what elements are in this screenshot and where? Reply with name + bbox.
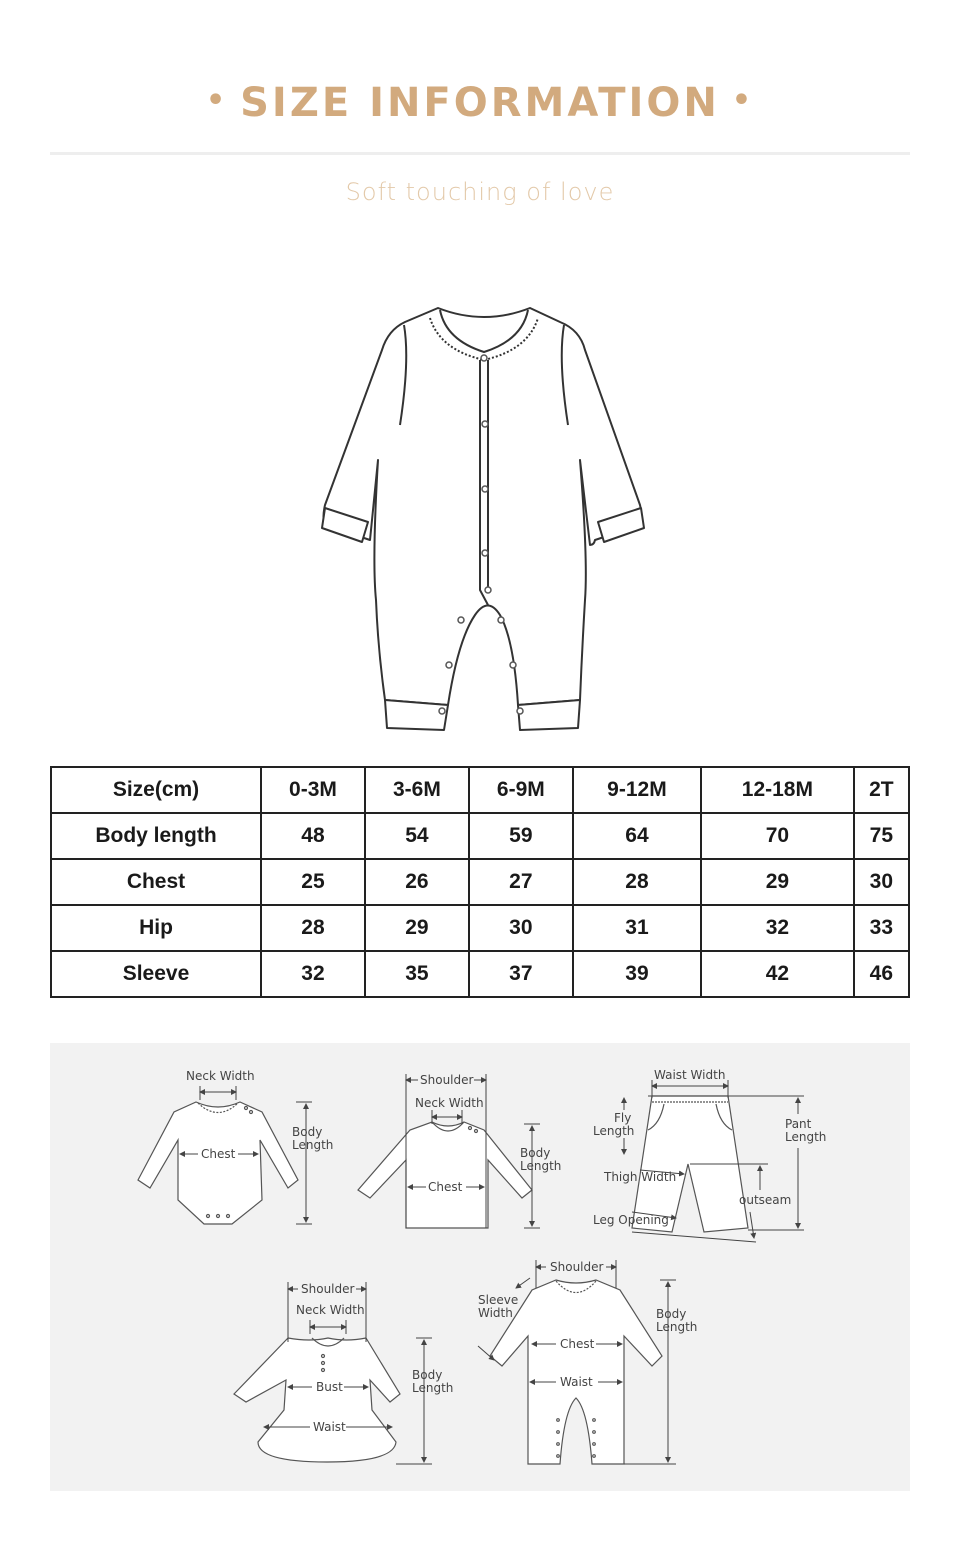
jumpsuit-shoulder-label: Shoulder xyxy=(550,1260,604,1274)
header-cell: 0-3M xyxy=(261,767,365,813)
table-header-row xyxy=(51,767,909,813)
shirt-neck-width-label: Neck Width xyxy=(415,1096,484,1110)
pants-waist-width-label: Waist Width xyxy=(654,1068,726,1082)
table-cell: 29 xyxy=(365,905,469,951)
bodysuit-neck-width-label: Neck Width xyxy=(186,1069,255,1083)
table-cell: 37 xyxy=(469,951,573,997)
dress-body-label: Body xyxy=(412,1368,443,1382)
header-cell: 9-12M xyxy=(573,767,701,813)
pants-fly-length-label: Length xyxy=(593,1124,635,1138)
jumpsuit-diagram xyxy=(490,1280,662,1464)
jumpsuit-body-label: Body xyxy=(656,1307,687,1321)
size-table xyxy=(50,766,910,998)
header-cell: 2T xyxy=(854,767,909,813)
table-cell: 32 xyxy=(261,951,365,997)
pants-pant-label: Pant xyxy=(785,1117,812,1131)
row-label: Hip xyxy=(51,905,261,951)
table-cell: 28 xyxy=(573,859,701,905)
bodysuit-length-label: Length xyxy=(292,1138,334,1152)
pants-thigh-width-label: Thigh Width xyxy=(604,1170,677,1184)
measurement-guide xyxy=(50,1043,910,1491)
table-row xyxy=(51,905,909,951)
shirt-diagram xyxy=(358,1122,532,1228)
table-cell: 29 xyxy=(701,859,854,905)
table-cell: 46 xyxy=(854,951,909,997)
dress-bust-label: Bust xyxy=(316,1380,343,1394)
header-cell: 12-18M xyxy=(701,767,854,813)
pants-pant-length-label: Length xyxy=(785,1130,827,1144)
title-bullet-right: • xyxy=(731,83,755,118)
dress-neck-width-label: Neck Width xyxy=(296,1303,365,1317)
page-subtitle: Soft touching of love xyxy=(345,178,615,206)
romper-illustration xyxy=(310,295,655,740)
bodysuit-diagram xyxy=(138,1102,298,1224)
table-row xyxy=(51,859,909,905)
shirt-shoulder-label: Shoulder xyxy=(420,1073,474,1087)
row-label: Chest xyxy=(51,859,261,905)
table-cell: 48 xyxy=(261,813,365,859)
row-label: Sleeve xyxy=(51,951,261,997)
title-divider xyxy=(50,152,910,155)
table-cell: 30 xyxy=(469,905,573,951)
shirt-body-label: Body xyxy=(520,1146,551,1160)
header-cell: 3-6M xyxy=(365,767,469,813)
table-cell: 30 xyxy=(854,859,909,905)
jumpsuit-waist-label: Waist xyxy=(560,1375,593,1389)
dress-diagram xyxy=(234,1338,400,1462)
measurement-diagrams xyxy=(50,1043,910,1491)
table-cell: 39 xyxy=(573,951,701,997)
table-cell: 27 xyxy=(469,859,573,905)
bodysuit-chest-label: Chest xyxy=(201,1147,236,1161)
table-cell: 70 xyxy=(701,813,854,859)
shirt-length-label: Length xyxy=(520,1159,562,1173)
pants-fly-label: Fly xyxy=(614,1111,632,1125)
page-title xyxy=(0,80,960,126)
table-cell: 54 xyxy=(365,813,469,859)
dress-waist-label: Waist xyxy=(313,1420,346,1434)
shirt-chest-label: Chest xyxy=(428,1180,463,1194)
jumpsuit-length-label: Length xyxy=(656,1320,698,1334)
table-cell: 28 xyxy=(261,905,365,951)
table-row xyxy=(51,813,909,859)
table-cell: 25 xyxy=(261,859,365,905)
jumpsuit-sleeve-label: Sleeve xyxy=(478,1293,519,1307)
jumpsuit-width-label: Width xyxy=(478,1306,513,1320)
table-cell: 35 xyxy=(365,951,469,997)
row-label: Body length xyxy=(51,813,261,859)
table-row xyxy=(51,951,909,997)
jumpsuit-chest-label: Chest xyxy=(560,1337,595,1351)
table-cell: 26 xyxy=(365,859,469,905)
table-cell: 64 xyxy=(573,813,701,859)
title-bullet-left: • xyxy=(205,83,229,118)
table-cell: 32 xyxy=(701,905,854,951)
dress-length-label: Length xyxy=(412,1381,454,1395)
title-text: SIZE INFORMATION xyxy=(240,80,720,126)
table-cell: 31 xyxy=(573,905,701,951)
table-cell: 75 xyxy=(854,813,909,859)
table-cell: 59 xyxy=(469,813,573,859)
pants-outseam-label: outseam xyxy=(739,1193,792,1207)
bodysuit-body-label: Body xyxy=(292,1125,323,1139)
header-cell: 6-9M xyxy=(469,767,573,813)
dress-shoulder-label: Shoulder xyxy=(301,1282,355,1296)
header-cell: Size(cm) xyxy=(51,767,261,813)
table-cell: 42 xyxy=(701,951,854,997)
pants-leg-opening-label: Leg Opening xyxy=(593,1213,669,1227)
table-cell: 33 xyxy=(854,905,909,951)
